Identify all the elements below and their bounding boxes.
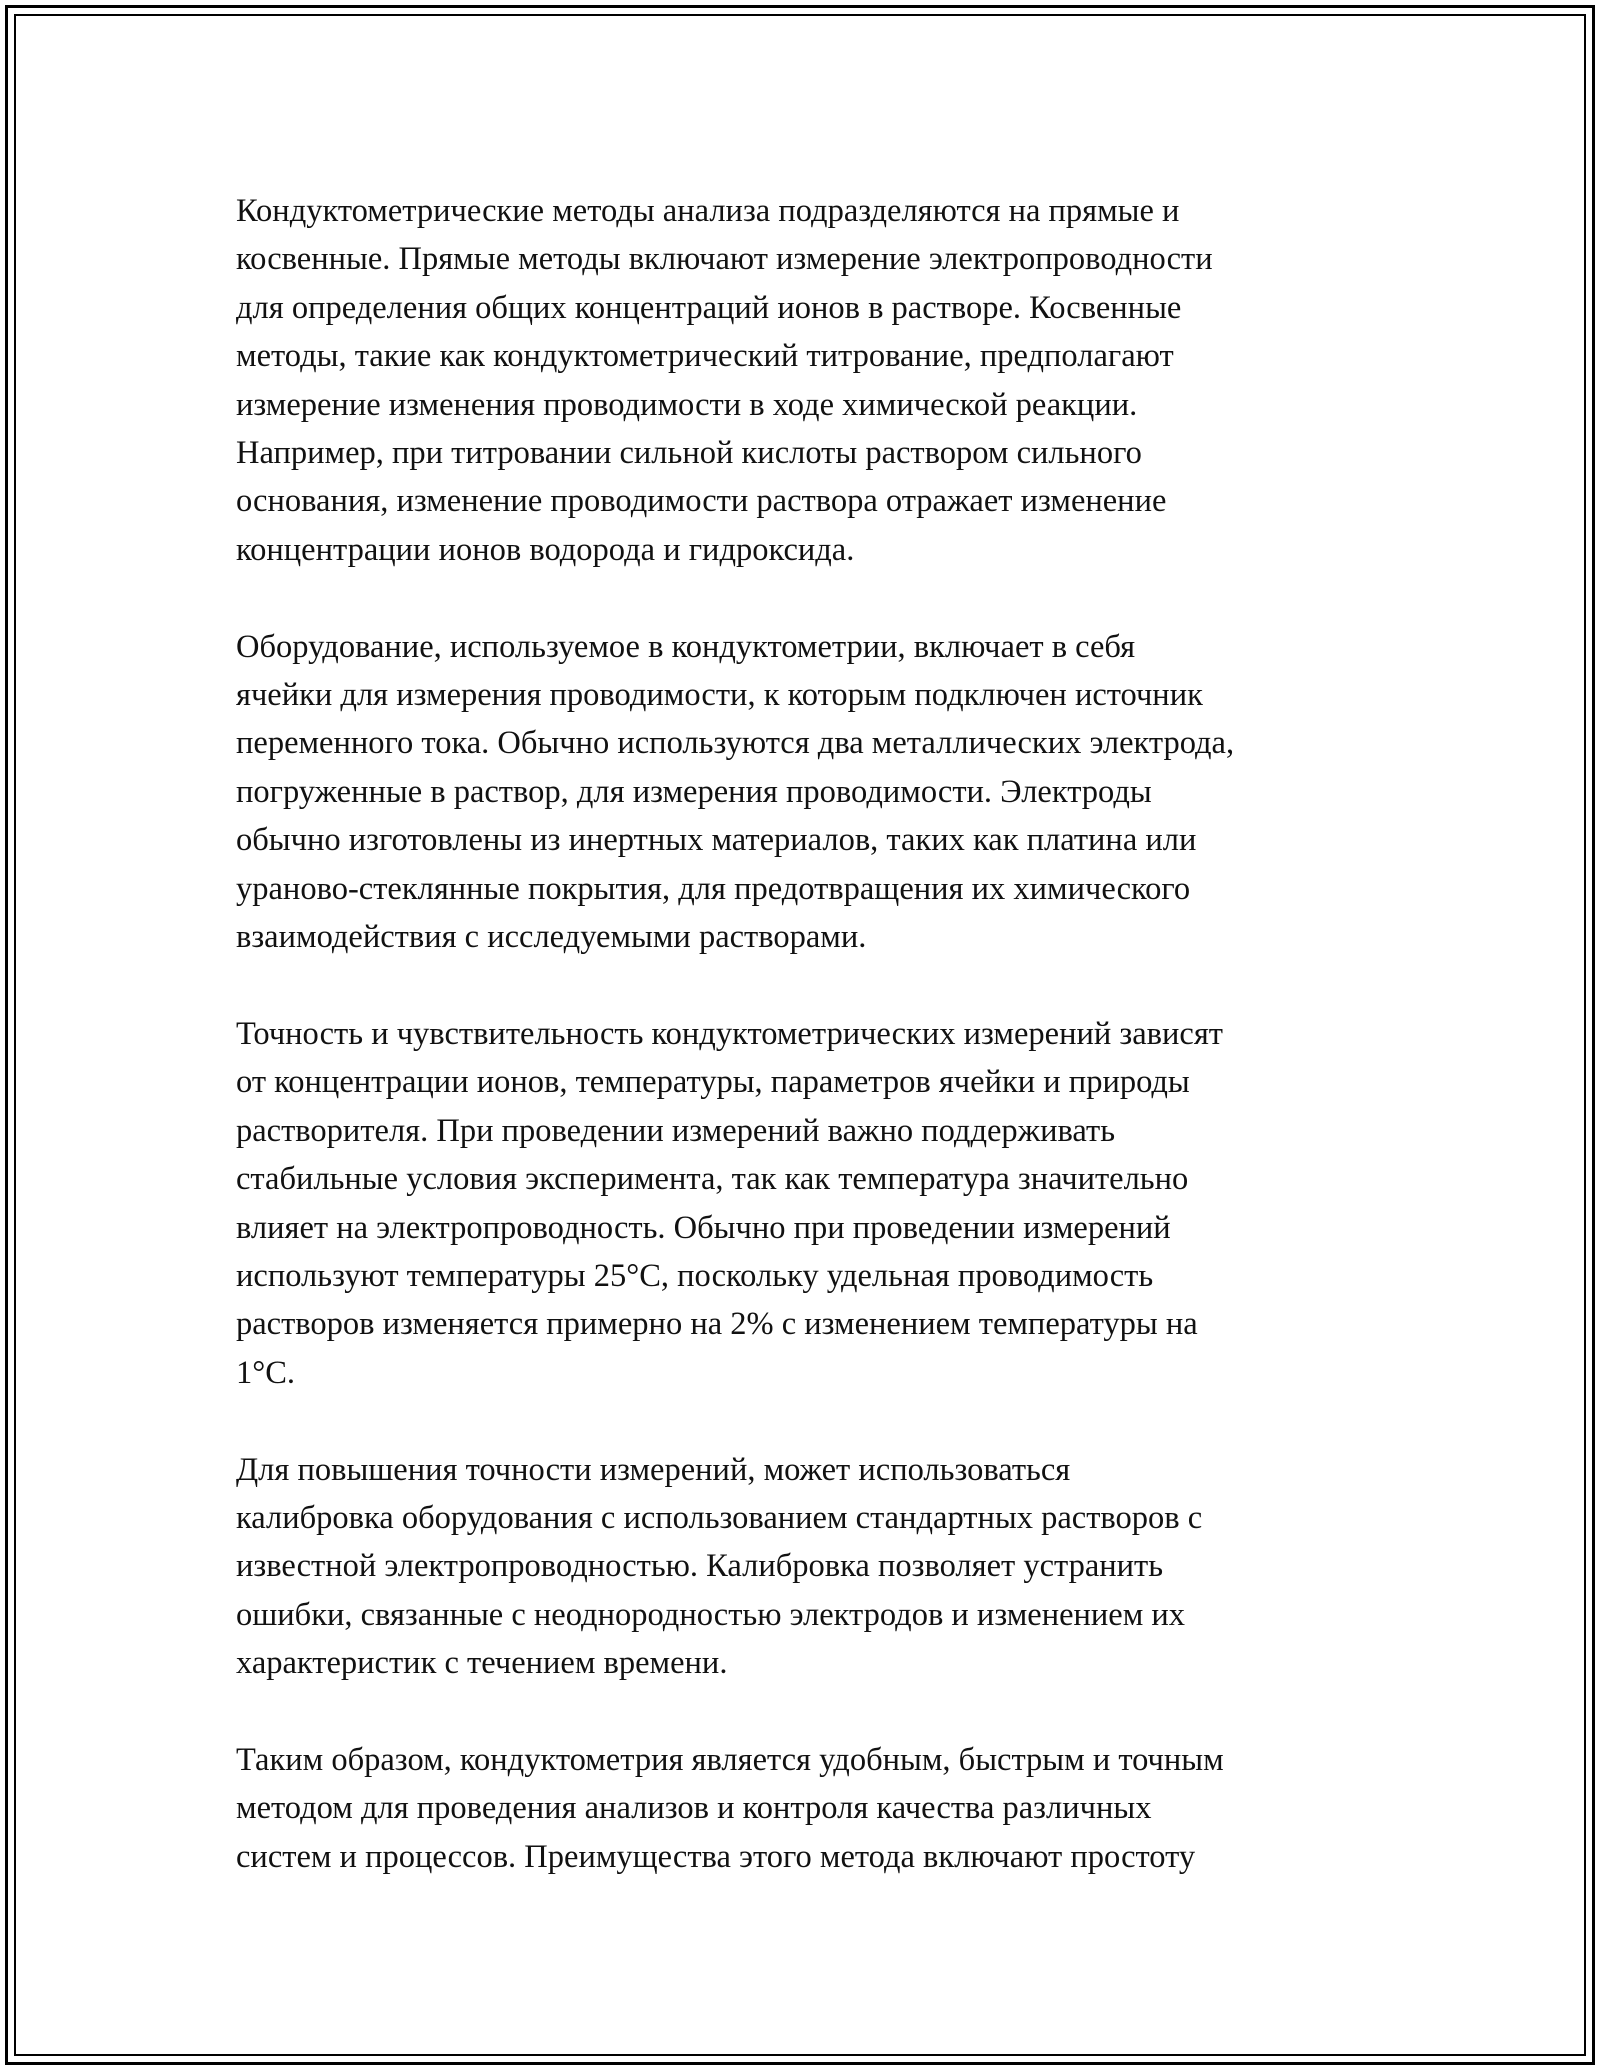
document-body bbox=[236, 187, 1406, 1930]
paragraph-conductometric-methods: Кондуктометрические методы анализа подразделяются на прямые и косвенные. Прямые методы включают измерение электропроводности для определения общих концентраций ионов в растворе. Косвенные методы, такие как кондуктометрический титрование, предполагают измерение изменения проводимости в ходе химической реакции. Например, при титровании сильной кислоты раствором сильного основания, изменение проводимости раствора отражает изменение концентрации ионов водорода и гидроксида. bbox=[236, 193, 1213, 568]
paragraph-equipment: Оборудование, используемое в кондуктометрии, включает в себя ячейки для измерения проводимости, к которым подключен источник переменного тока. Обычно используются два металлических электрода, погруженные в раствор, для измерения проводимости. Электроды обычно изготовлены из инертных материалов, таких как платина или ураново-стеклянные покрытия, для предотвращения их химического взаимодействия с исследуемыми растворами. bbox=[236, 628, 1235, 956]
paragraph-calibration: Для повышения точности измерений, может использоваться калибровка оборудования с использованием стандартных растворов с известной электропроводностью. Калибровка позволяет устранить ошибки, связанные с неоднородностью электродов и изменением их характеристик с течением времени. bbox=[236, 1451, 1203, 1682]
paragraph-accuracy: Точность и чувствительность кондуктометрических измерений зависят от концентрации ионов, температуры, параметров ячейки и природы растворителя. При проведении измерений важно поддерживать стабильные условия эксперимента, так как температура значительно влияет на электропроводность. Обычно при проведении измерений используют температуры 25°C, поскольку удельная проводимость растворов изменяется примерно на 2% с изменением температуры на 1°C. bbox=[236, 1015, 1223, 1391]
paragraph-conclusion: Таким образом, кондуктометрия является удобным, быстрым и точным методом для проведения анализов и контроля качества различных систем и процессов. Преимущества этого метода включают простоту bbox=[236, 1741, 1224, 1875]
